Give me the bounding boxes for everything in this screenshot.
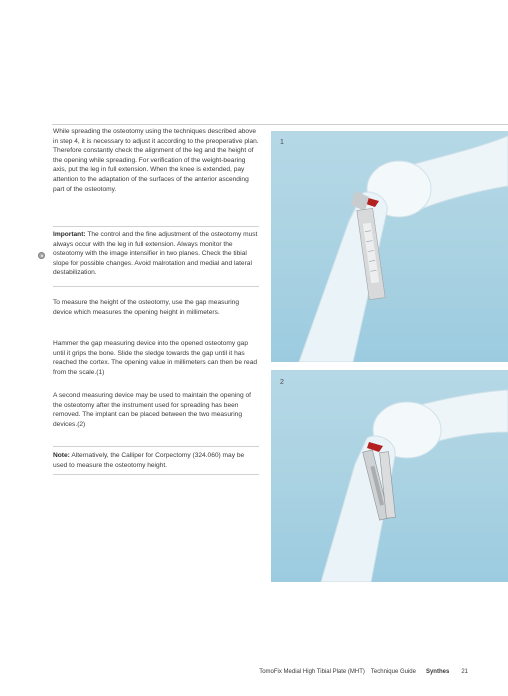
caution-circle-icon <box>38 252 45 259</box>
top-rule <box>52 124 508 125</box>
figure-1-number: 1 <box>280 139 284 146</box>
footer-brand: Synthes <box>425 669 450 675</box>
measure-paragraph: To measure the height of the osteotomy, use the gap measuring device which measures the opening height in millimeters. <box>53 299 240 316</box>
divider <box>53 474 259 475</box>
divider <box>53 446 259 447</box>
footer-title: TomoFix Medial High Tibial Plate (MHT) <box>259 669 365 675</box>
important-paragraph <box>53 230 259 278</box>
note-paragraph <box>53 451 259 470</box>
important-text: The control and the fine adjustment of the osteotomy must always occur with the leg in full extension. Always monitor the osteotomy with the image intensifier in two planes. Check the tibial slope for possible changes. Avoid malrotation and medial and lateral destabilization. <box>53 231 258 277</box>
divider <box>53 226 259 227</box>
footer-guide: Technique Guide <box>370 669 416 675</box>
hammer-paragraph: Hammer the gap measuring device into the opened osteotomy gap until it grips the bone. Slide the sledge towards the gap until it has reached the cortex. The opening value in millimeters can then be read from the scale.(1) <box>53 340 258 376</box>
figure-2 <box>271 370 508 582</box>
divider <box>53 286 259 287</box>
note-text: Alternatively, the Calliper for Corpectomy (324.060) may be used to measure the osteotomy height. <box>53 452 245 469</box>
figure-2-number: 2 <box>280 379 284 386</box>
page-number: 21 <box>461 669 468 675</box>
important-label: Important: <box>53 231 86 238</box>
figure-2-illustration <box>271 370 508 582</box>
intro-paragraph: While spreading the osteotomy using the techniques described above in step 4, it is necessary to adjust it according to the preoperative plan. Therefore constantly check the alignment of the leg and the height of the opening while spreading. For verification of the weight-bearing axis, put the leg in full extension. When the knee is extended, pay attention to the adaptation of the surfaces of the anterior ascending part of the osteotomy. <box>53 128 259 193</box>
figure-1 <box>271 131 508 362</box>
note-label: Note: <box>53 452 70 459</box>
footer <box>253 669 468 675</box>
figure-1-illustration <box>271 131 508 362</box>
second-device-paragraph: A second measuring device may be used to maintain the opening of the osteotomy after the instrument used for spreading has been removed. The implant can be placed between the two measuring devices.(2) <box>53 392 251 428</box>
